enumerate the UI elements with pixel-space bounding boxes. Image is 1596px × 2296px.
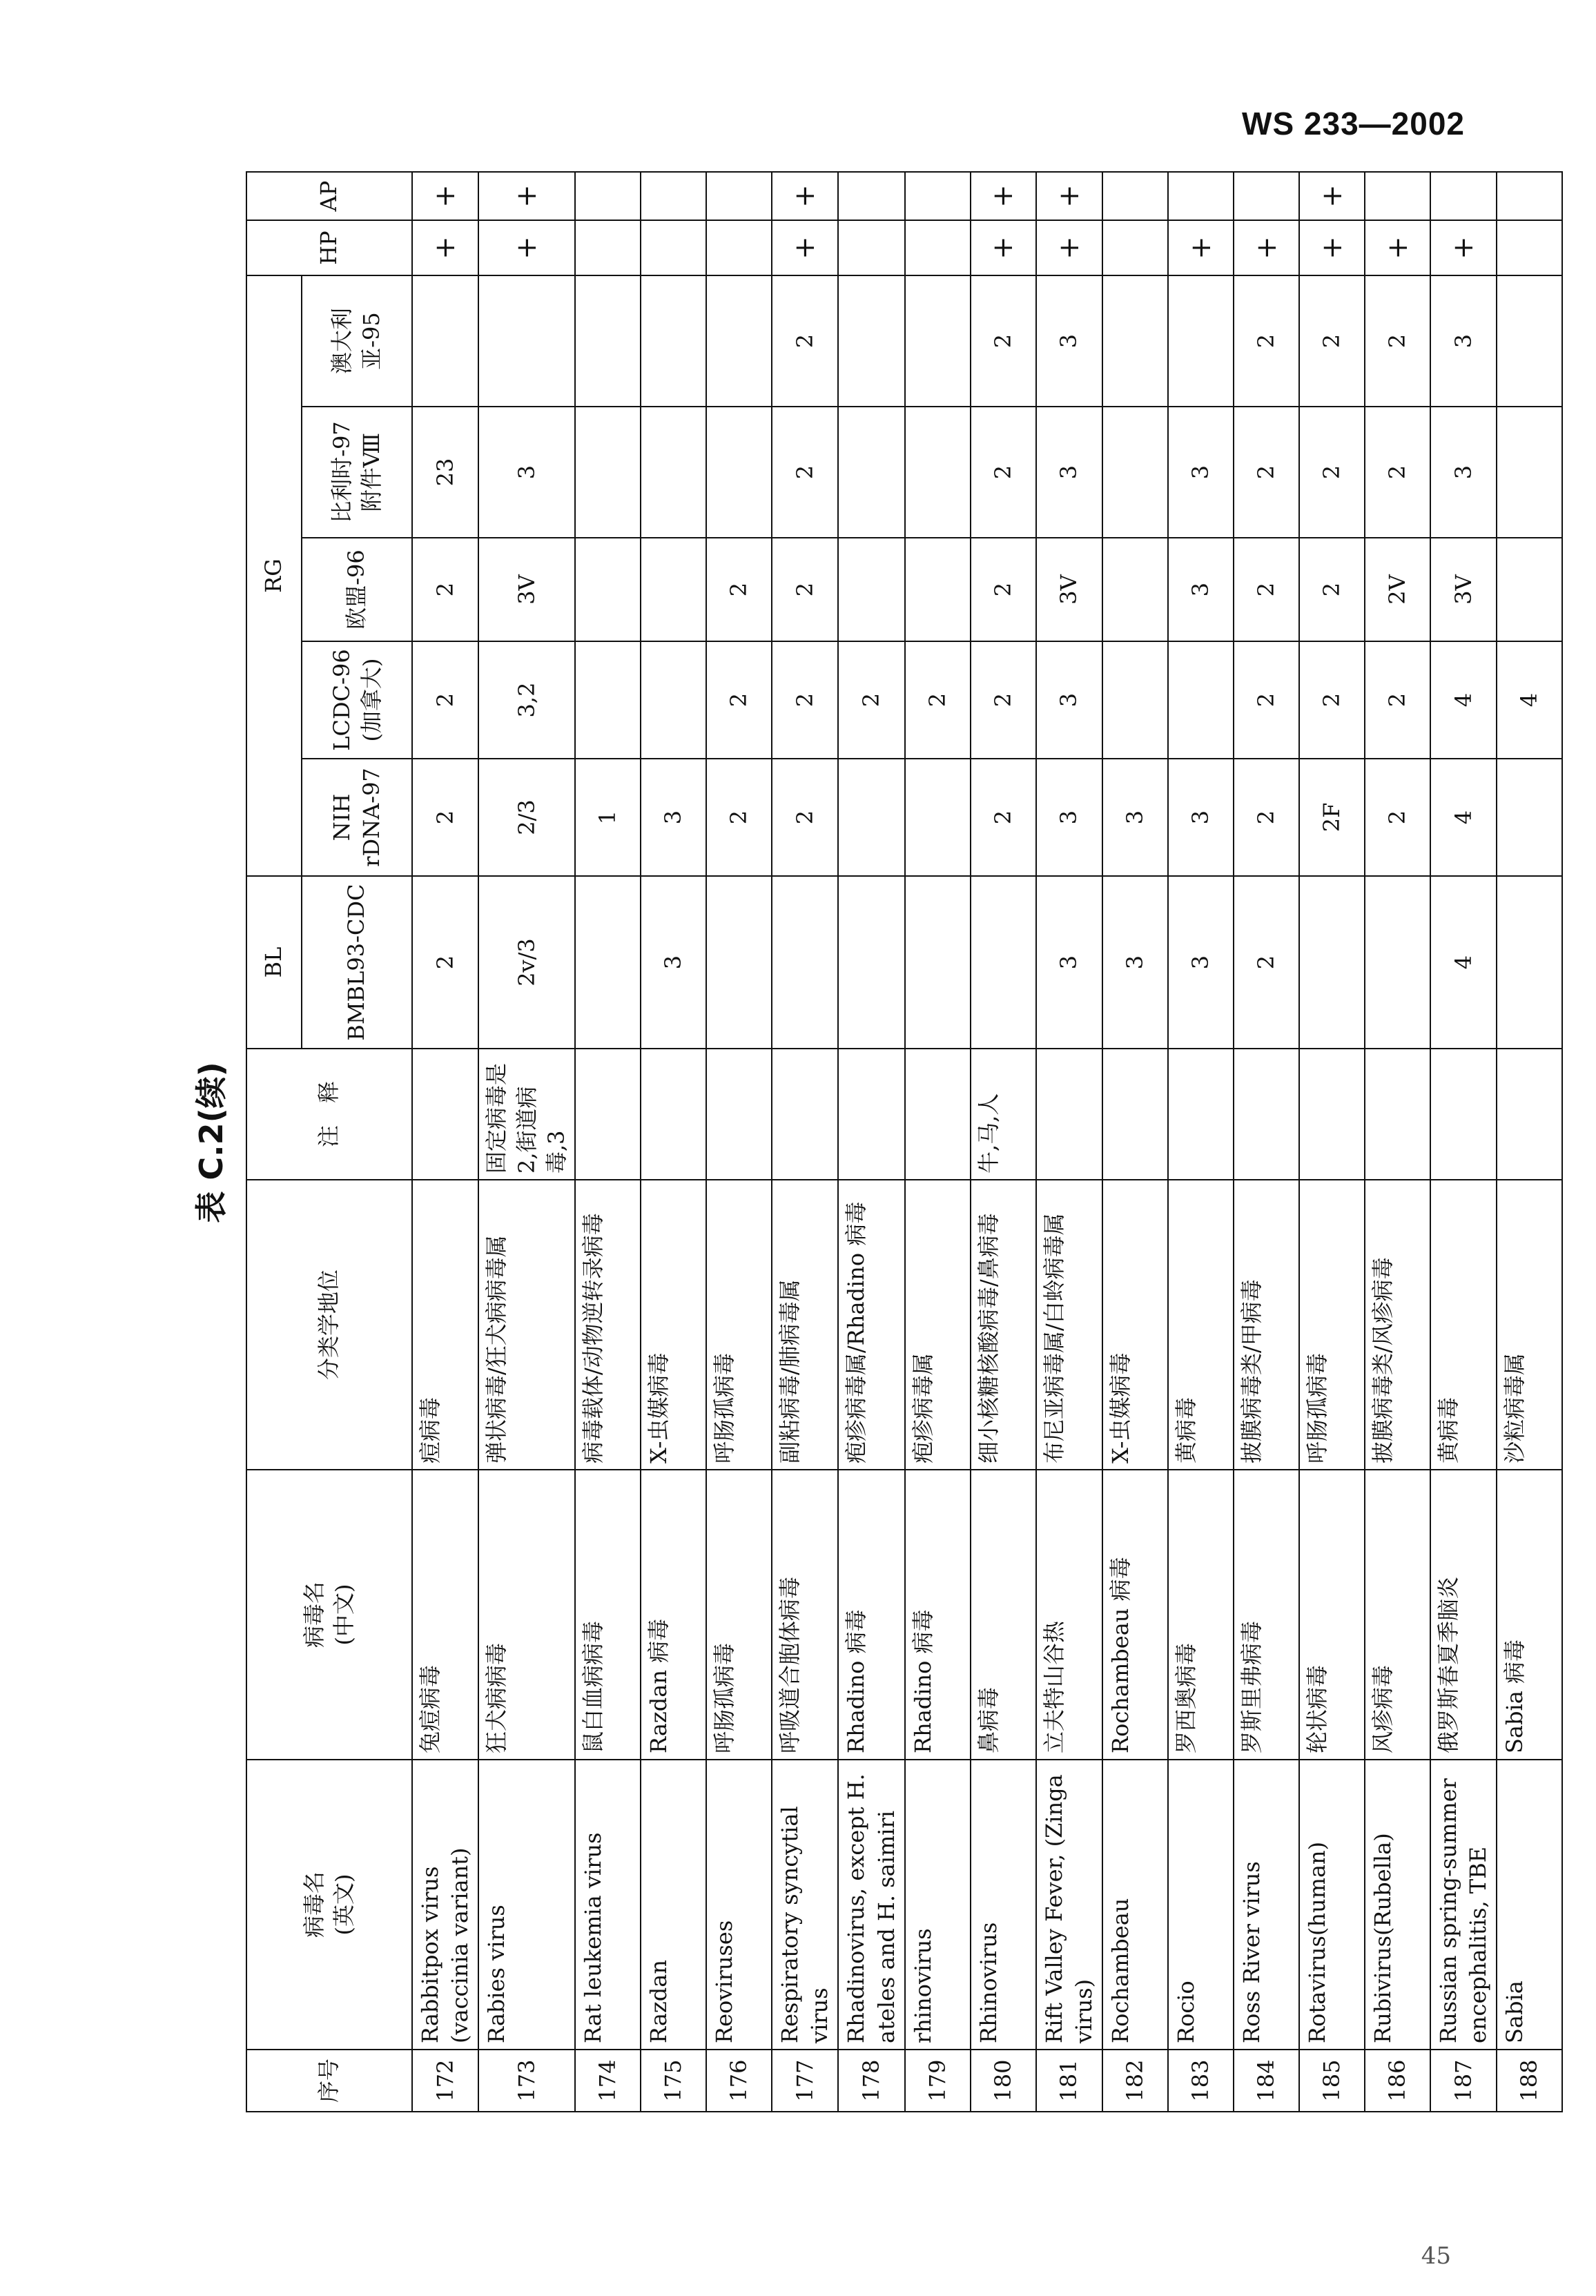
- row-australia: [1102, 275, 1168, 407]
- row-no: 177: [772, 2050, 838, 2112]
- row-note: [1168, 1049, 1234, 1180]
- row-en-name: Rhadinovirus, except H. ateles and H. saimiri: [838, 1760, 904, 2050]
- row-nih: 1: [575, 759, 641, 876]
- col-header-hp: HP: [246, 220, 412, 275]
- row-australia: [575, 275, 641, 407]
- row-no: 186: [1365, 2050, 1430, 2112]
- row-bmbl: [575, 876, 641, 1049]
- row-note: [1497, 1049, 1562, 1180]
- row-australia: 3: [1036, 275, 1102, 407]
- table-row: [706, 172, 772, 2112]
- row-ap: [1497, 172, 1562, 220]
- row-eu: [905, 538, 971, 641]
- row-note: [1365, 1049, 1430, 1180]
- table-row: [641, 172, 706, 2112]
- row-note: [838, 1049, 904, 1180]
- row-belgium: 23: [412, 407, 478, 538]
- row-note: [1102, 1049, 1168, 1180]
- row-note: [1036, 1049, 1102, 1180]
- row-hp: [905, 220, 971, 275]
- row-cn-name: Razdan 病毒: [641, 1470, 706, 1760]
- table-row: [1168, 172, 1234, 2112]
- row-cn-name: 狂犬病病毒: [478, 1470, 575, 1760]
- col-header-en-name: 病毒名 (英文): [246, 1760, 412, 2050]
- row-eu: 2: [412, 538, 478, 641]
- row-note: 固定病毒是2,街道病毒,3: [478, 1049, 575, 1180]
- row-note: [412, 1049, 478, 1180]
- row-cn-name: 轮状病毒: [1299, 1470, 1365, 1760]
- row-en-name: Rochambeau: [1102, 1760, 1168, 2050]
- row-belgium: [1102, 407, 1168, 538]
- row-taxonomy: 披膜病毒类/甲病毒: [1234, 1180, 1299, 1470]
- row-belgium: [706, 407, 772, 538]
- row-belgium: 3: [478, 407, 575, 538]
- row-en-name: Sabia: [1497, 1760, 1562, 2050]
- row-en-name: Russian spring-summer encephalitis, TBE: [1430, 1760, 1497, 2050]
- row-eu: 3: [1168, 538, 1234, 641]
- row-belgium: [838, 407, 904, 538]
- row-ap: [1102, 172, 1168, 220]
- row-belgium: 2: [1234, 407, 1299, 538]
- row-note: [575, 1049, 641, 1180]
- row-nih: [1497, 759, 1562, 876]
- row-bmbl: 2v/3: [478, 876, 575, 1049]
- row-ap: [905, 172, 971, 220]
- row-hp: +: [772, 220, 838, 275]
- row-bmbl: [971, 876, 1036, 1049]
- row-ap: +: [971, 172, 1036, 220]
- row-lcdc: 3,2: [478, 641, 575, 759]
- row-hp: +: [478, 220, 575, 275]
- row-australia: [905, 275, 971, 407]
- rotated-table-area: [177, 173, 1543, 2112]
- row-lcdc: [1102, 641, 1168, 759]
- col-header-cn-name: 病毒名 (中文): [246, 1470, 412, 1760]
- row-australia: 2: [1299, 275, 1365, 407]
- row-ap: [575, 172, 641, 220]
- row-no: 173: [478, 2050, 575, 2112]
- row-nih: 2: [706, 759, 772, 876]
- row-ap: +: [478, 172, 575, 220]
- row-hp: +: [1299, 220, 1365, 275]
- col-header-belgium: 比利时-97 附件Ⅷ: [302, 407, 412, 538]
- row-australia: [1168, 275, 1234, 407]
- row-taxonomy: 布尼亚病毒属/白蛉病毒属: [1036, 1180, 1102, 1470]
- row-en-name: Rabbitpox virus (vaccinia variant): [412, 1760, 478, 2050]
- row-eu: 2: [1234, 538, 1299, 641]
- row-lcdc: 2: [412, 641, 478, 759]
- col-header-bl: BL: [246, 876, 302, 1049]
- row-lcdc: 4: [1497, 641, 1562, 759]
- row-hp: [706, 220, 772, 275]
- row-eu: 2: [772, 538, 838, 641]
- row-note: [772, 1049, 838, 1180]
- row-bmbl: [1497, 876, 1562, 1049]
- page-number: 45: [1421, 2242, 1451, 2270]
- row-bmbl: [905, 876, 971, 1049]
- row-hp: +: [1234, 220, 1299, 275]
- row-lcdc: [641, 641, 706, 759]
- row-cn-name: 风疹病毒: [1365, 1470, 1430, 1760]
- row-australia: 2: [1365, 275, 1430, 407]
- row-lcdc: 2: [706, 641, 772, 759]
- row-ap: +: [1036, 172, 1102, 220]
- row-taxonomy: 细小核糖核酸病毒/鼻病毒: [971, 1180, 1036, 1470]
- row-en-name: Rubivirus(Rubella): [1365, 1760, 1430, 2050]
- row-no: 184: [1234, 2050, 1299, 2112]
- row-belgium: 3: [1168, 407, 1234, 538]
- row-belgium: 2: [772, 407, 838, 538]
- table-row: [838, 172, 904, 2112]
- row-bmbl: 3: [641, 876, 706, 1049]
- row-taxonomy: 呼肠孤病毒: [706, 1180, 772, 1470]
- row-en-name: Ross River virus: [1234, 1760, 1299, 2050]
- row-taxonomy: 披膜病毒类/风疹病毒: [1365, 1180, 1430, 1470]
- row-ap: [641, 172, 706, 220]
- row-bmbl: [1299, 876, 1365, 1049]
- row-taxonomy: 副粘病毒/肺病毒属: [772, 1180, 838, 1470]
- row-nih: 2/3: [478, 759, 575, 876]
- row-lcdc: 2: [1365, 641, 1430, 759]
- row-note: [905, 1049, 971, 1180]
- row-nih: 3: [1102, 759, 1168, 876]
- row-cn-name: 罗西奥病毒: [1168, 1470, 1234, 1760]
- table-caption: 表 C.2(续): [193, 1062, 230, 1223]
- row-bmbl: [772, 876, 838, 1049]
- row-no: 181: [1036, 2050, 1102, 2112]
- row-eu: 2V: [1365, 538, 1430, 641]
- row-belgium: [641, 407, 706, 538]
- row-en-name: Razdan: [641, 1760, 706, 2050]
- row-taxonomy: 病毒载体/动物逆转录病毒: [575, 1180, 641, 1470]
- row-australia: 2: [1234, 275, 1299, 407]
- col-header-rg: RG: [246, 275, 302, 876]
- row-australia: [478, 275, 575, 407]
- row-cn-name: 兔痘病毒: [412, 1470, 478, 1760]
- table-row: [772, 172, 838, 2112]
- row-ap: +: [1299, 172, 1365, 220]
- row-lcdc: [575, 641, 641, 759]
- row-cn-name: Sabia 病毒: [1497, 1470, 1562, 1760]
- table-row: [1497, 172, 1562, 2112]
- row-cn-name: Rochambeau 病毒: [1102, 1470, 1168, 1760]
- virus-classification-table: [246, 171, 1563, 2112]
- row-taxonomy: 黄病毒: [1430, 1180, 1497, 1470]
- row-lcdc: [1168, 641, 1234, 759]
- row-bmbl: [1365, 876, 1430, 1049]
- row-nih: [905, 759, 971, 876]
- row-belgium: 2: [971, 407, 1036, 538]
- row-taxonomy: 沙粒病毒属: [1497, 1180, 1562, 1470]
- row-en-name: Respiratory syncytial virus: [772, 1760, 838, 2050]
- row-nih: 3: [641, 759, 706, 876]
- row-bmbl: 3: [1036, 876, 1102, 1049]
- row-en-name: rhinovirus: [905, 1760, 971, 2050]
- row-note: 牛,马,人: [971, 1049, 1036, 1180]
- row-eu: [575, 538, 641, 641]
- row-ap: +: [412, 172, 478, 220]
- row-lcdc: 2: [838, 641, 904, 759]
- row-hp: [575, 220, 641, 275]
- row-nih: 2: [1234, 759, 1299, 876]
- row-ap: +: [772, 172, 838, 220]
- col-header-bmbl: BMBL93-CDC: [302, 876, 412, 1049]
- row-australia: [1497, 275, 1562, 407]
- row-nih: 2: [971, 759, 1036, 876]
- row-australia: [641, 275, 706, 407]
- row-taxonomy: X-虫媒病毒: [641, 1180, 706, 1470]
- row-eu: 3V: [1430, 538, 1497, 641]
- row-no: 180: [971, 2050, 1036, 2112]
- row-lcdc: 4: [1430, 641, 1497, 759]
- table-row: [412, 172, 478, 2112]
- row-hp: +: [971, 220, 1036, 275]
- row-en-name: Rotavirus(human): [1299, 1760, 1365, 2050]
- row-ap: [1365, 172, 1430, 220]
- table-row: [1299, 172, 1365, 2112]
- col-header-taxonomy: 分类学地位: [246, 1180, 412, 1470]
- row-lcdc: 2: [772, 641, 838, 759]
- row-nih: 2: [772, 759, 838, 876]
- row-belgium: 2: [1365, 407, 1430, 538]
- row-lcdc: 2: [971, 641, 1036, 759]
- table-row: [1102, 172, 1168, 2112]
- row-lcdc: 2: [905, 641, 971, 759]
- row-lcdc: 2: [1299, 641, 1365, 759]
- row-australia: [838, 275, 904, 407]
- row-hp: +: [412, 220, 478, 275]
- row-no: 172: [412, 2050, 478, 2112]
- col-header-australia: 澳大利亚-95: [302, 275, 412, 407]
- col-header-note: 注 释: [246, 1049, 412, 1180]
- row-ap: [1168, 172, 1234, 220]
- row-cn-name: 鼻病毒: [971, 1470, 1036, 1760]
- row-no: 178: [838, 2050, 904, 2112]
- row-en-name: Rat leukemia virus: [575, 1760, 641, 2050]
- col-header-ap: AP: [246, 172, 412, 220]
- row-ap: [838, 172, 904, 220]
- row-bmbl: 2: [412, 876, 478, 1049]
- table-row: [1430, 172, 1497, 2112]
- col-header-lcdc: LCDC-96 (加拿大): [302, 641, 412, 759]
- row-nih: 3: [1036, 759, 1102, 876]
- row-belgium: [1497, 407, 1562, 538]
- row-bmbl: 3: [1168, 876, 1234, 1049]
- row-ap: [706, 172, 772, 220]
- row-hp: +: [1365, 220, 1430, 275]
- row-no: 174: [575, 2050, 641, 2112]
- row-taxonomy: 弹状病毒/狂犬病病毒属: [478, 1180, 575, 1470]
- row-no: 182: [1102, 2050, 1168, 2112]
- row-belgium: 3: [1036, 407, 1102, 538]
- row-no: 185: [1299, 2050, 1365, 2112]
- table-row: [1036, 172, 1102, 2112]
- row-taxonomy: 痘病毒: [412, 1180, 478, 1470]
- row-belgium: [575, 407, 641, 538]
- row-en-name: Rhinovirus: [971, 1760, 1036, 2050]
- row-hp: [1497, 220, 1562, 275]
- row-australia: [412, 275, 478, 407]
- row-hp: [1102, 220, 1168, 275]
- row-eu: 3V: [1036, 538, 1102, 641]
- row-lcdc: 3: [1036, 641, 1102, 759]
- row-taxonomy: 黄病毒: [1168, 1180, 1234, 1470]
- row-cn-name: 呼吸道合胞体病毒: [772, 1470, 838, 1760]
- table-row: [905, 172, 971, 2112]
- row-note: [1234, 1049, 1299, 1180]
- col-header-eu: 欧盟-96: [302, 538, 412, 641]
- row-cn-name: 鼠白血病病毒: [575, 1470, 641, 1760]
- row-en-name: Rabies virus: [478, 1760, 575, 2050]
- row-en-name: Reoviruses: [706, 1760, 772, 2050]
- row-cn-name: 俄罗斯春夏季脑炎: [1430, 1470, 1497, 1760]
- row-note: [641, 1049, 706, 1180]
- row-eu: 3V: [478, 538, 575, 641]
- row-no: 188: [1497, 2050, 1562, 2112]
- row-eu: 2: [971, 538, 1036, 641]
- row-cn-name: Rhadino 病毒: [905, 1470, 971, 1760]
- row-taxonomy: 疱疹病毒属: [905, 1180, 971, 1470]
- row-no: 176: [706, 2050, 772, 2112]
- row-hp: +: [1036, 220, 1102, 275]
- table-rotation-frame: [177, 173, 1543, 2112]
- table-row: [1234, 172, 1299, 2112]
- row-en-name: Rocio: [1168, 1760, 1234, 2050]
- row-cn-name: 罗斯里弗病毒: [1234, 1470, 1299, 1760]
- row-hp: +: [1168, 220, 1234, 275]
- table-row: [478, 172, 575, 2112]
- row-note: [1430, 1049, 1497, 1180]
- row-eu: [1102, 538, 1168, 641]
- row-nih: 2F: [1299, 759, 1365, 876]
- row-ap: [1234, 172, 1299, 220]
- row-hp: +: [1430, 220, 1497, 275]
- row-hp: [641, 220, 706, 275]
- row-australia: 2: [971, 275, 1036, 407]
- row-no: 183: [1168, 2050, 1234, 2112]
- table-row: [575, 172, 641, 2112]
- row-no: 187: [1430, 2050, 1497, 2112]
- row-bmbl: 4: [1430, 876, 1497, 1049]
- row-cn-name: Rhadino 病毒: [838, 1470, 904, 1760]
- standard-code: WS 233—2002: [1242, 106, 1465, 142]
- table-row: [971, 172, 1036, 2112]
- row-eu: 2: [1299, 538, 1365, 641]
- table-body: [412, 172, 1562, 2112]
- col-header-no: 序号: [246, 2050, 412, 2112]
- row-australia: 2: [772, 275, 838, 407]
- row-eu: [1497, 538, 1562, 641]
- row-no: 179: [905, 2050, 971, 2112]
- row-bmbl: 3: [1102, 876, 1168, 1049]
- row-eu: [838, 538, 904, 641]
- table-row: [1365, 172, 1430, 2112]
- row-taxonomy: 疱疹病毒属/Rhadino 病毒: [838, 1180, 904, 1470]
- row-belgium: 2: [1299, 407, 1365, 538]
- row-nih: 3: [1168, 759, 1234, 876]
- row-belgium: 3: [1430, 407, 1497, 538]
- row-nih: 2: [412, 759, 478, 876]
- row-no: 175: [641, 2050, 706, 2112]
- row-hp: [838, 220, 904, 275]
- row-ap: [1430, 172, 1497, 220]
- col-header-nih: NIH rDNA-97: [302, 759, 412, 876]
- row-eu: 2: [706, 538, 772, 641]
- row-nih: 4: [1430, 759, 1497, 876]
- row-taxonomy: 呼肠孤病毒: [1299, 1180, 1365, 1470]
- row-note: [1299, 1049, 1365, 1180]
- row-bmbl: 2: [1234, 876, 1299, 1049]
- row-note: [706, 1049, 772, 1180]
- row-lcdc: 2: [1234, 641, 1299, 759]
- row-bmbl: [838, 876, 904, 1049]
- row-australia: [706, 275, 772, 407]
- row-belgium: [905, 407, 971, 538]
- row-eu: [641, 538, 706, 641]
- row-cn-name: 呼肠孤病毒: [706, 1470, 772, 1760]
- row-nih: [838, 759, 904, 876]
- row-cn-name: 立夫特山谷热: [1036, 1470, 1102, 1760]
- row-taxonomy: X-虫媒病毒: [1102, 1180, 1168, 1470]
- row-bmbl: [706, 876, 772, 1049]
- row-en-name: Rift Valley Fever, (Zinga virus): [1036, 1760, 1102, 2050]
- row-australia: 3: [1430, 275, 1497, 407]
- row-nih: 2: [1365, 759, 1430, 876]
